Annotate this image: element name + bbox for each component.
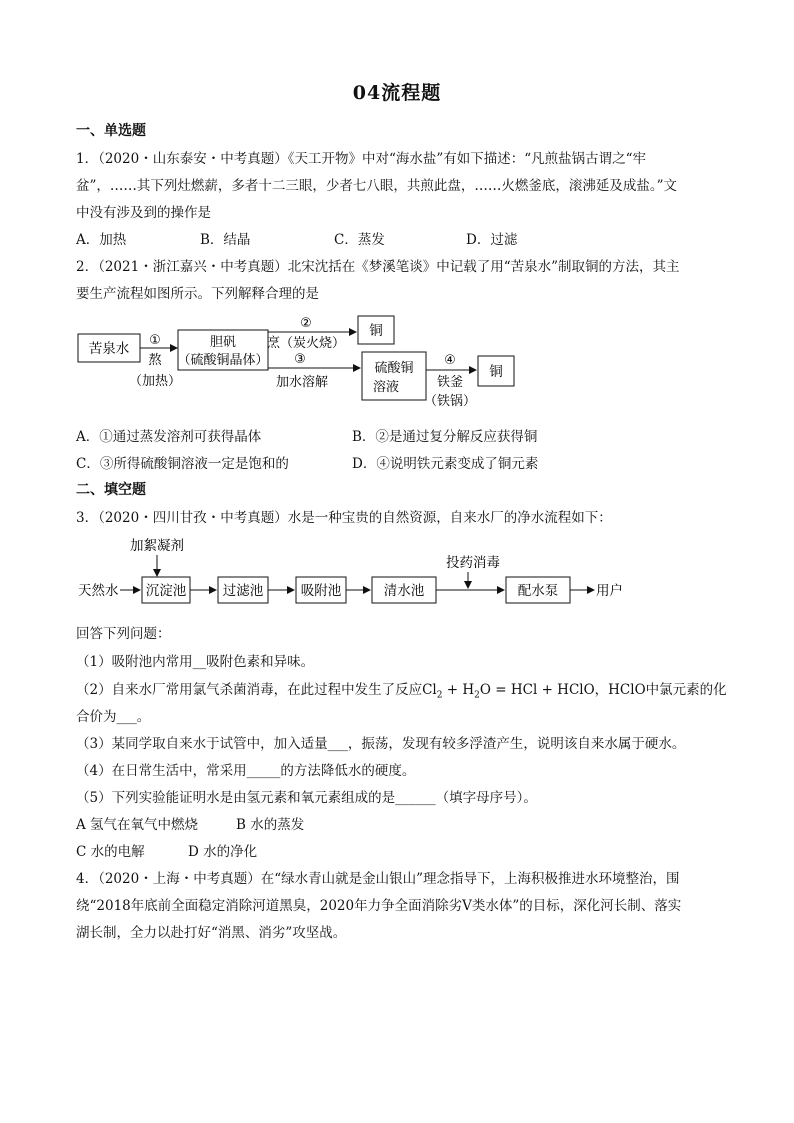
q1-option-d: D．过滤 [466, 232, 518, 248]
q3-s2-subscript-2: 2 [474, 690, 480, 701]
q2-option-c: C．③所得硫酸铜溶液一定是饱和的 [76, 456, 289, 472]
q1-option-b: B．结晶 [200, 232, 251, 248]
q3-subquestion-1: （1）吸附池内常用__吸附色素和异味。 [76, 654, 315, 670]
q3-option-c: C 水的电解 [76, 844, 145, 860]
q1-option-a: A．加热 [76, 232, 127, 248]
q2-box-copper-1-label: 铜 [369, 323, 383, 339]
q3-box-filtration-label: 过滤池 [222, 583, 264, 599]
q3-disinfect-label: 投药消毒 [446, 555, 500, 571]
q3-box-adsorption-label: 吸附池 [300, 583, 342, 599]
q2-step-3-number: ③ [294, 352, 306, 367]
q3-subquestion-2-line-2: 合价为___。 [76, 709, 151, 725]
q2-step-1-label: 熬 [148, 353, 162, 368]
page-title: 04流程题 [352, 82, 442, 104]
q2-option-a: A．①通过蒸发溶剂可获得晶体 [76, 429, 262, 445]
section-heading-fill-in: 二、填空题 [76, 482, 146, 498]
q2-step-4-sublabel: （铁锅） [423, 394, 477, 409]
q3-s2-text-b: + H [442, 682, 475, 698]
q2-step-2-label: 烹（炭火烧） [266, 336, 346, 351]
q3-add-flocculant-label: 加絮凝剂 [130, 538, 184, 554]
q3-start-natural-water: 天然水 [78, 583, 119, 599]
q2-step-3-label: 加水溶解 [275, 375, 329, 390]
q2-step-4-label: 铁釜 [436, 375, 464, 390]
q2-box-copper-sulfate-solution-sublabel: 溶液 [372, 380, 400, 395]
q2-box-blue-vitriol-sublabel: （硫酸铜晶体） [177, 353, 269, 368]
q2-text-line-1: 2．（2021・浙江嘉兴・中考真题）北宋沈括在《梦溪笔谈》中记载了用“苦泉水”制取铜的方法，其主 [76, 259, 680, 275]
q2-box-bitter-spring-water-label: 苦泉水 [88, 341, 130, 357]
q3-subquestion-5: （5）下列实验能证明水是由氢元素和氧元素组成的是______（填字母序号）。 [76, 790, 537, 806]
q3-box-clean-water-label: 清水池 [383, 583, 425, 599]
q2-step-4-number: ④ [444, 353, 456, 368]
q3-subquestion-4: （4）在日常生活中，常采用_____的方法降低水的硬度。 [76, 763, 416, 779]
q3-box-water-pump-label: 配水泵 [517, 583, 559, 599]
q2-box-blue-vitriol-label: 胆矾 [209, 335, 237, 350]
q2-option-b: B．②是通过复分解反应获得铜 [352, 429, 538, 445]
q1-text-line-1: 1．（2020・山东泰安・中考真题）《天工开物》中对“海水盐”有如下描述：“凡煎盐锅古谓之“牢 [76, 151, 647, 167]
q2-box-copper-2-label: 铜 [489, 364, 503, 380]
q2-step-1-sublabel: （加热） [128, 374, 182, 389]
q4-text-line-2: 绕“2018年底前全面稳定消除河道黑臭，2020年力争全面消除劣Ⅴ类水体”的目标，深化河长制、落实 [76, 898, 682, 914]
q1-text-line-2: 盆”，……其下列灶燃薪，多者十二三眼，少者七八眼，共煎此盘，……火燃釜底，滚沸延及成盐。”文 [76, 178, 678, 194]
q2-step-2-number: ② [300, 316, 312, 331]
q3-s2-subscript-1: 2 [436, 690, 443, 701]
q3-subquestion-2-line-1 [76, 678, 727, 701]
q4-text-line-1: 4．（2020・上海・中考真题）在“绿水青山就是金山银山”理念指导下，上海积极推进水环境整治，围 [76, 871, 680, 887]
q3-option-a: A 氢气在氧气中燃烧 [76, 817, 199, 833]
section-heading-single-choice: 一、单选题 [76, 123, 146, 139]
q4-text-line-3: 湖长制，全力以赴打好“消黑、消劣”攻坚战。 [76, 925, 347, 941]
q2-text-line-2: 要生产流程如图所示。下列解释合理的是 [76, 286, 319, 302]
q3-end-users: 用户 [596, 583, 623, 599]
q1-text-line-3: 中没有涉及到的操作是 [76, 205, 211, 221]
q2-step-1-number: ① [149, 333, 161, 348]
q3-option-b: B 水的蒸发 [236, 817, 305, 833]
q3-text-line-1: 3．（2020・四川甘孜・中考真题）水是一种宝贵的自然资源，自来水厂的净水流程如下： [76, 510, 612, 526]
q3-prompt: 回答下列问题： [76, 626, 171, 642]
q3-box-sedimentation-label: 沉淀池 [145, 583, 187, 599]
q3-s2-text-a: （2）自来水厂常用氯气杀菌消毒，在此过程中发生了反应Cl [76, 682, 437, 698]
q3-option-d: D 水的净化 [188, 844, 258, 860]
q3-subquestion-3: （3）某同学取自来水于试管中，加入适量___，振荡，发现有较多浮渣产生，说明该自来水属于硬水。 [76, 736, 686, 752]
q3-s2-text-c: O = HCl + HClO，HClO中氯元素的化 [479, 682, 727, 698]
q2-option-d: D．④说明铁元素变成了铜元素 [352, 456, 539, 472]
q1-option-c: C．蒸发 [334, 232, 385, 248]
q2-box-copper-sulfate-solution-label: 硫酸铜 [374, 361, 414, 376]
